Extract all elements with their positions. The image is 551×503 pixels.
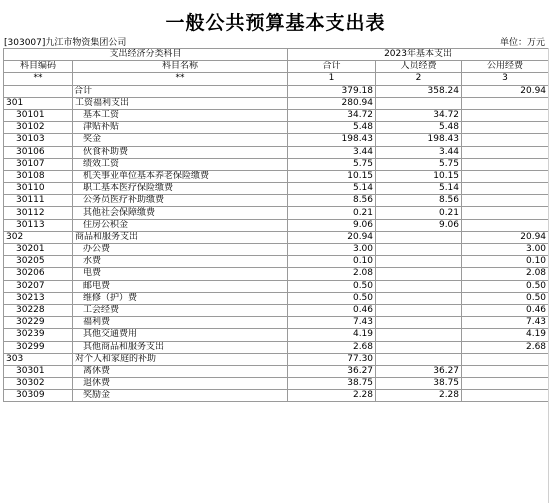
cell-name: 绩效工资 (73, 158, 288, 170)
cell-code: 30103 (4, 134, 73, 146)
header-index-3: 3 (462, 73, 549, 85)
cell-name: 电费 (73, 268, 288, 280)
cell-public: 0.50 (462, 280, 549, 292)
cell-personnel (376, 97, 462, 109)
cell-code: 30111 (4, 195, 73, 207)
cell-name: 基本工资 (73, 109, 288, 121)
table-row (4, 317, 549, 329)
cell-total: 2.28 (288, 390, 376, 402)
cell-personnel: 3.44 (376, 146, 462, 158)
header-index-1: 1 (288, 73, 376, 85)
right-edge-divider (548, 48, 549, 503)
header-total: 合计 (288, 61, 376, 73)
cell-public (462, 158, 549, 170)
cell-personnel: 9.06 (376, 219, 462, 231)
cell-name: 机关事业单位基本养老保险缴费 (73, 170, 288, 182)
cell-code: 30205 (4, 256, 73, 268)
header-group-row (4, 49, 549, 61)
cell-public (462, 390, 549, 402)
cell-total: 10.15 (288, 170, 376, 182)
cell-total: 4.19 (288, 329, 376, 341)
cell-public (462, 219, 549, 231)
table-row (4, 195, 549, 207)
cell-public: 3.00 (462, 244, 549, 256)
cell-code: 30229 (4, 317, 73, 329)
page-title: 一般公共预算基本支出表 (165, 12, 386, 34)
cell-total: 5.75 (288, 158, 376, 170)
cell-name: 福利费 (73, 317, 288, 329)
table-row (4, 353, 549, 365)
cell-name: 伙食补助费 (73, 146, 288, 158)
cell-name: 津贴补贴 (73, 122, 288, 134)
cell-name: 对个人和家庭的补助 (73, 353, 288, 365)
table-row (4, 146, 549, 158)
cell-name: 维修（护）费 (73, 292, 288, 304)
cell-code: 30102 (4, 122, 73, 134)
cell-code: 30309 (4, 390, 73, 402)
table-row (4, 183, 549, 195)
cell-public (462, 365, 549, 377)
cell-personnel: 38.75 (376, 378, 462, 390)
table-row (4, 231, 549, 243)
cell-public: 0.10 (462, 256, 549, 268)
cell-personnel (376, 231, 462, 243)
cell-personnel: 10.15 (376, 170, 462, 182)
cell-personnel: 5.75 (376, 158, 462, 170)
cell-public (462, 183, 549, 195)
cell-name: 职工基本医疗保险缴费 (73, 183, 288, 195)
cell-public: 0.50 (462, 292, 549, 304)
cell-total: 379.18 (288, 85, 376, 97)
unit-code: [303007] (4, 38, 46, 48)
cell-code: 30107 (4, 158, 73, 170)
table-row (4, 122, 549, 134)
cell-public: 2.68 (462, 341, 549, 353)
table-row (4, 207, 549, 219)
cell-public (462, 378, 549, 390)
cell-personnel: 5.48 (376, 122, 462, 134)
cell-total: 38.75 (288, 378, 376, 390)
cell-total: 9.06 (288, 219, 376, 231)
cell-personnel: 5.14 (376, 183, 462, 195)
cell-total: 5.48 (288, 122, 376, 134)
budget-table (3, 48, 549, 402)
unit-name: 九江市物资集团公司 (45, 38, 127, 48)
cell-personnel (376, 329, 462, 341)
header-name: 科目名称 (73, 61, 288, 73)
cell-total: 0.50 (288, 280, 376, 292)
cell-code: 302 (4, 231, 73, 243)
cell-total: 36.27 (288, 365, 376, 377)
cell-public (462, 109, 549, 121)
cell-public (462, 207, 549, 219)
cell-code: 30213 (4, 292, 73, 304)
cell-code: 30108 (4, 170, 73, 182)
cell-code: 30207 (4, 280, 73, 292)
cell-public (462, 134, 549, 146)
table-row (4, 292, 549, 304)
cell-code: 30201 (4, 244, 73, 256)
cell-personnel: 198.43 (376, 134, 462, 146)
table-row (4, 378, 549, 390)
cell-code: 30206 (4, 268, 73, 280)
cell-name: 水费 (73, 256, 288, 268)
cell-public (462, 353, 549, 365)
cell-name: 办公费 (73, 244, 288, 256)
cell-public: 7.43 (462, 317, 549, 329)
cell-name: 邮电费 (73, 280, 288, 292)
cell-personnel (376, 244, 462, 256)
cell-personnel: 358.24 (376, 85, 462, 97)
cell-total: 34.72 (288, 109, 376, 121)
cell-total: 3.44 (288, 146, 376, 158)
cell-personnel (376, 353, 462, 365)
table-row (4, 268, 549, 280)
table-row (4, 390, 549, 402)
table-row (4, 280, 549, 292)
header-year-group: 2023年基本支出 (288, 49, 549, 61)
cell-total: 2.68 (288, 341, 376, 353)
cell-personnel: 0.21 (376, 207, 462, 219)
cell-personnel (376, 304, 462, 316)
cell-code: 30301 (4, 365, 73, 377)
cell-code (4, 85, 73, 97)
cell-total: 3.00 (288, 244, 376, 256)
cell-name: 住房公积金 (73, 219, 288, 231)
unit-info (4, 35, 126, 48)
cell-name: 其他交通费用 (73, 329, 288, 341)
cell-code: 30101 (4, 109, 73, 121)
cell-code: 30106 (4, 146, 73, 158)
header-column-row (4, 61, 549, 73)
cell-name: 公务员医疗补助缴费 (73, 195, 288, 207)
cell-name: 工资福利支出 (73, 97, 288, 109)
cell-total: 2.08 (288, 268, 376, 280)
header-class-group: 支出经济分类科目 (4, 49, 288, 61)
cell-public: 4.19 (462, 329, 549, 341)
cell-code: 30113 (4, 219, 73, 231)
cell-name: 其他商品和服务支出 (73, 341, 288, 353)
cell-public (462, 170, 549, 182)
cell-public: 20.94 (462, 85, 549, 97)
cell-personnel: 36.27 (376, 365, 462, 377)
cell-code: 30239 (4, 329, 73, 341)
cell-total: 77.30 (288, 353, 376, 365)
cell-public: 20.94 (462, 231, 549, 243)
cell-personnel (376, 317, 462, 329)
cell-personnel (376, 268, 462, 280)
table-row (4, 158, 549, 170)
cell-total: 7.43 (288, 317, 376, 329)
header-public: 公用经费 (462, 61, 549, 73)
cell-name: 商品和服务支出 (73, 231, 288, 243)
cell-name: 其他社会保障缴费 (73, 207, 288, 219)
header-personnel: 人员经费 (376, 61, 462, 73)
table-row (4, 170, 549, 182)
table-row (4, 97, 549, 109)
cell-total: 0.21 (288, 207, 376, 219)
cell-total: 0.46 (288, 304, 376, 316)
table-row (4, 329, 549, 341)
header-index-row (4, 73, 549, 85)
cell-code: 30302 (4, 378, 73, 390)
cell-code: 30110 (4, 183, 73, 195)
cell-personnel: 8.56 (376, 195, 462, 207)
table-row (4, 109, 549, 121)
cell-name: 退休费 (73, 378, 288, 390)
cell-public: 2.08 (462, 268, 549, 280)
cell-total: 8.56 (288, 195, 376, 207)
table-row (4, 219, 549, 231)
cell-name: 离休费 (73, 365, 288, 377)
table-row (4, 85, 549, 97)
table-row (4, 256, 549, 268)
cell-code: 301 (4, 97, 73, 109)
header-name-mark: ** (73, 73, 288, 85)
cell-public: 0.46 (462, 304, 549, 316)
cell-public (462, 122, 549, 134)
cell-personnel (376, 292, 462, 304)
cell-total: 0.10 (288, 256, 376, 268)
header-code: 科目编码 (4, 61, 73, 73)
cell-code: 303 (4, 353, 73, 365)
cell-personnel (376, 341, 462, 353)
cell-personnel: 34.72 (376, 109, 462, 121)
cell-total: 280.94 (288, 97, 376, 109)
table-row (4, 244, 549, 256)
cell-total: 198.43 (288, 134, 376, 146)
cell-total: 5.14 (288, 183, 376, 195)
unit-label: 单位：万元 (499, 38, 545, 48)
cell-code: 30299 (4, 341, 73, 353)
table-row (4, 365, 549, 377)
table-row (4, 304, 549, 316)
cell-name: 工会经费 (73, 304, 288, 316)
cell-total: 20.94 (288, 231, 376, 243)
cell-code: 30112 (4, 207, 73, 219)
table-body (4, 85, 549, 402)
cell-code: 30228 (4, 304, 73, 316)
cell-total: 0.50 (288, 292, 376, 304)
cell-personnel (376, 256, 462, 268)
cell-name: 合计 (73, 85, 288, 97)
table-row (4, 134, 549, 146)
header-code-mark: ** (4, 73, 73, 85)
cell-public (462, 146, 549, 158)
cell-name: 奖金 (73, 134, 288, 146)
cell-public (462, 195, 549, 207)
cell-personnel: 2.28 (376, 390, 462, 402)
cell-personnel (376, 280, 462, 292)
table-row (4, 341, 549, 353)
cell-public (462, 97, 549, 109)
header-index-2: 2 (376, 73, 462, 85)
cell-name: 奖励金 (73, 390, 288, 402)
